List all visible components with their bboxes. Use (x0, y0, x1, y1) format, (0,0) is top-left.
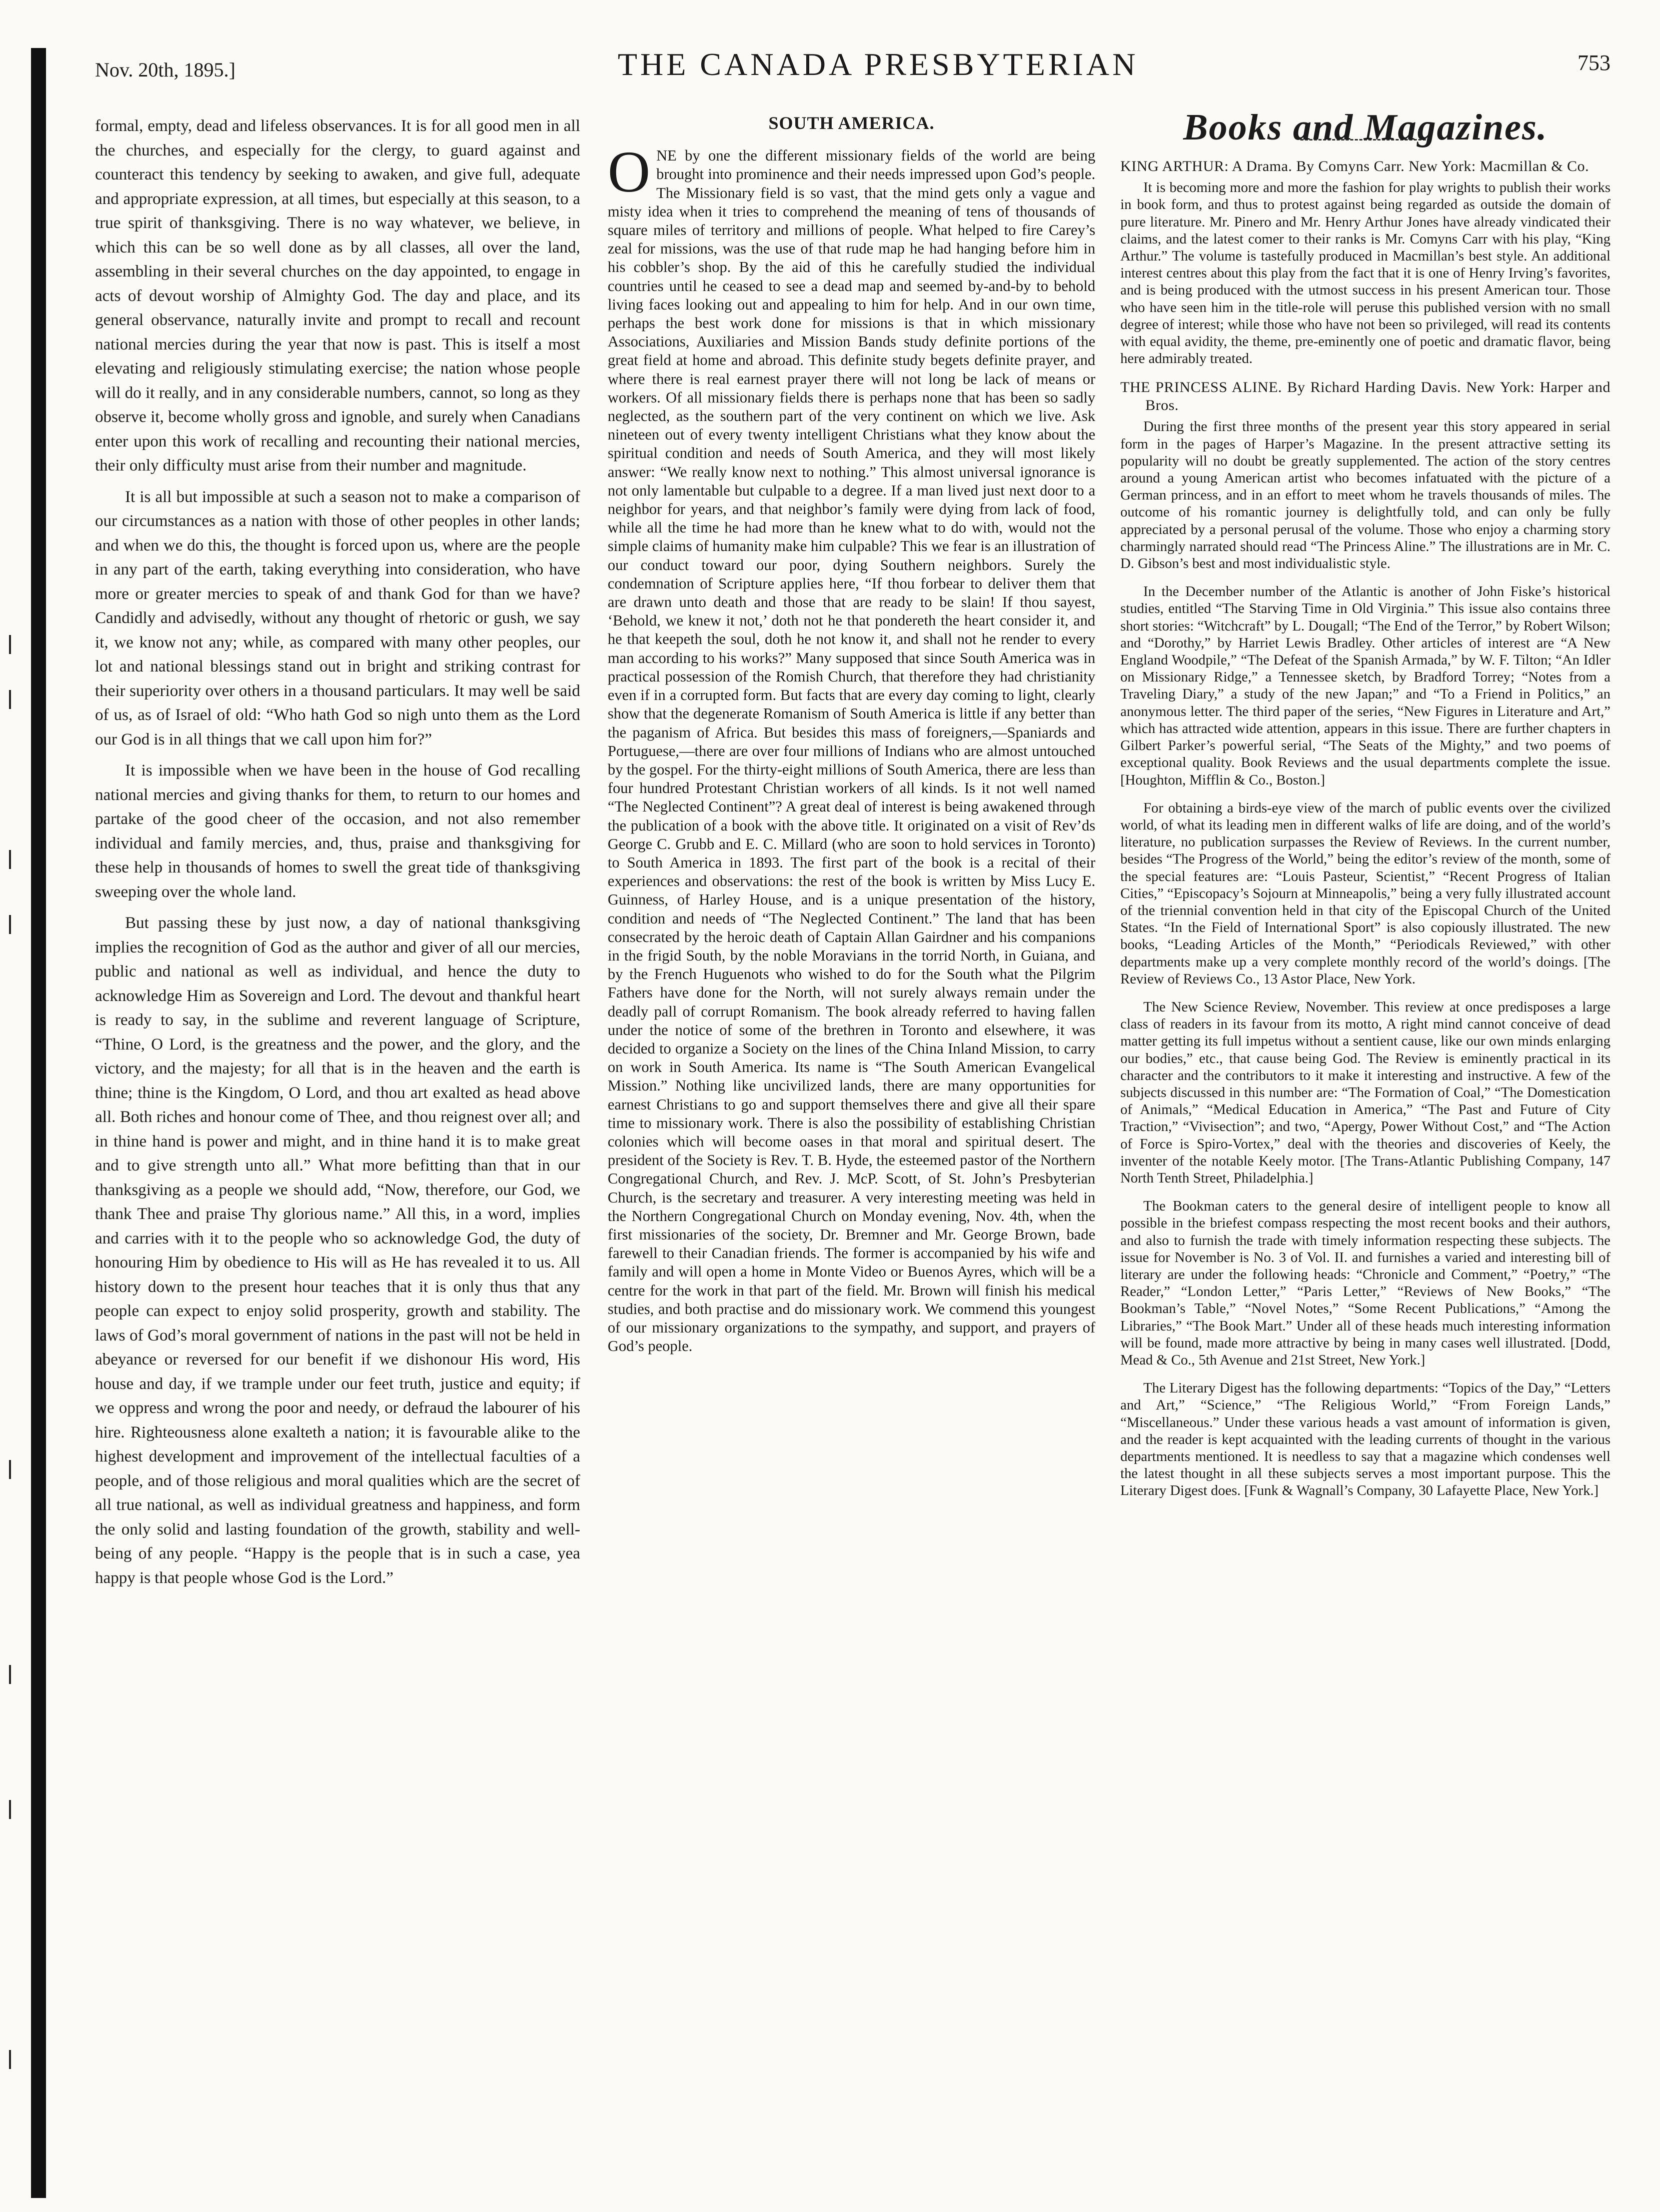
margin-mark (9, 690, 11, 709)
books-and-magazines-column (1120, 114, 1610, 2174)
margin-mark (9, 635, 11, 654)
margin-mark (9, 1460, 11, 1479)
paragraph (608, 139, 1095, 1356)
article-heading: SOUTH AMERICA. (768, 114, 935, 133)
margin-mark (9, 1665, 11, 1684)
review-body: It is becoming more and more the fashion for play wrights to publish their works in book form, and thus to protest against being regarded as outside the domain of pure literature. Mr. Pinero and Mr. Henry Arthur Jones have already vindicated their claims, and the latest comer to their ranks is Mr. Comyns Carr with his play, “King Arthur.” The volume is tastefully produced in Macmillan’s best style. An additional interest centres about this play from the fact that it is one of Henry Irving’s favorites, and is being produced with the utmost success in his present American tour. Those who have seen him in the title-role will peruse this published version with no small degree of interest; while those who have not been so privileged, will read its contents with equal avidity, the theme, pre-eminently one of poetic and dramatic flavor, being here admirably treated. (1120, 180, 1610, 367)
magazine-notice: For obtaining a birds-eye view of the march of public events over the civilized world, of what its leading men in different walks of life are doing, and of the world’s literature, no publication surpasses the Review of Reviews. In the current number, besides “The Progress of the World,” being the editor’s review of the month, some of the special features are: “Louis Pasteur, Scientist,” “Recent Progress of Italian Cities,” “Episcopacy’s Sojourn at Minneapolis,” being a very fully illustrated account of the triennial convention held in that city of the Episcopal Church of the United States. “In the Field of International Sport” is also copiously illustrated. The new books, “Leading Articles of the Month,” “Periodicals Reviewed,” with other departments make up a very complete monthly record of the world’s doings. [The Review of Reviews Co., 13 Astor Place, New York. (1120, 800, 1610, 987)
magazine-notice: The New Science Review, November. This review at once predisposes a large class of readers in its favour from its motto, A right mind cannot conceive of dead matter getting its full impetus without a sentient cause, like our own minds enlarging our bodies,” etc., that cause being God. The Review is eminently practical in its character and the contributors to it make it interesting and instructive. A few of the subjects discussed in this number are: “The Formation of Coal,” “The Domestication of Animals,” “Medical Education in America,” “The Past and Future of City Traction,” “Vivisection”; and two, “Apergy, Power Without Cost,” and “The Action of Force is Spiro-Vortex,” deal with the theories and discoveries of Keely, the inventer of the notable Keely motor. [The Trans-Atlantic Publishing Company, 147 North Tenth Street, Philadelphia.] (1120, 999, 1610, 1186)
page-number: 753 (1577, 50, 1610, 75)
publication-title: THE CANADA PRESBYTERIAN (618, 46, 1139, 82)
page-header (95, 46, 1610, 101)
review-title: THE PRINCESS ALINE. By Richard Harding Davis. New York: Harper and Bros. (1120, 379, 1610, 414)
margin-mark (9, 2050, 11, 2069)
margin-mark (9, 850, 11, 869)
review-title: KING ARTHUR: A Drama. By Comyns Carr. New York: Macmillan & Co. (1120, 158, 1589, 175)
review-body: During the first three months of the present year this story appeared in serial form in the pages of Harper’s Magazine. In the present attractive setting its popularity will no doubt be greatly supplemented. The action of the story centres around a young American artist who becomes infatuated with the picture of a German princess, and in an effort to meet whom he travels thousands of miles. The outcome of his romantic journey is delightfully told, and can only be fully appreciated by a personal perusal of the volume. Those who enjoy a charming story charmingly narrated should read “The Princess Aline.” The illustrations are in Mr. C. D. Gibson’s best and most individualistic style. (1120, 419, 1610, 572)
issue-date: Nov. 20th, 1895.] (95, 58, 236, 81)
binding-edge (31, 48, 46, 2198)
magazine-notice: In the December number of the Atlantic is another of John Fiske’s historical studies, entitled “The Starving Time in Old Virginia.” This issue also contains three short stories: “Witchcraft” by L. Dougall; “The End of the Terror,” by Robert Wilson; and “Dorothy,” by Harriet Lewis Bradley. Other articles of interest are “A New England Woodpile,” “The Defeat of the Spanish Armada,” by W. F. Tilton; “An Idler on Missionary Ridge,” a Tennessee sketch, by Bradford Torrey; “Notes from a Traveling Diary,” a study of the new Japan;” and “To a Friend in Politics,” an anonymous letter. The third paper of the series, “New Figures in Literature and Art,” which has attracted wide attention, appears in this issue. There are further chapters in Gilbert Parker’s powerful serial, “The Seats of the Mighty,” and two poems of exceptional quality. Book Reviews and the usual departments complete the issue. [Houghton, Mifflin & Co., Boston.] (1120, 584, 1610, 788)
editorial-column (95, 114, 580, 2174)
section-heading: Books and Magazines. (1183, 114, 1548, 148)
magazine-notice: The Bookman caters to the general desire of intelligent people to know all possible in the briefest compass respecting the most recent books and their authors, and also to furnish the trade with timely information respecting these subjects. The issue for November is No. 3 of Vol. II. and furnishes a varied and interesting bill of literary are under the following heads: “Chronicle and Comment,” “Poetry,” “The Reader,” “London Letter,” “Paris Letter,” “Reviews of New Books,” “The Bookman’s Table,” “Novel Notes,” “Some Recent Publications,” “Among the Libraries,” “The Book Mart.” Under all of these heads much interesting information will be found, made more attractive by being in many cases well illustrated. [Dodd, Mead & Co., 5th Avenue and 21st Street, New York.] (1120, 1198, 1610, 1368)
margin-mark (9, 1800, 11, 1819)
paragraph: It is impossible when we have been in the house of God recalling national mercies and giving thanks for them, to return to our homes and partake of the good cheer of the occasion, and not also remember individual and family mercies, and, thus, praise and thanksgiving for these help in thousands of homes to swell the great tide of thanksgiving sweeping over the whole land. (95, 762, 580, 901)
paragraph: It is all but impossible at such a season not to make a comparison of our circumstances as a nation with those of other peoples in other lands; and when we do this, the thought is forced upon us, where are the people in any part of the earth, taking everything into consideration, who have more or greater mercies to speak of and thank God for than we have? Candidly and advisedly, without any thought of rhetoric or gush, we say it, we know not any; while, as compared with many other peoples, our lot and national blessings stand out in bright and striking contrast for their superiority over others in a thousand particulars. It may well be said of us, as of Israel of old: “Who hath God so nigh unto them as the Lord our God is in all things that we call upon him for?” (95, 488, 580, 748)
paragraph: But passing these by just now, a day of national thanksgiving implies the recognition of God as the author and giver of all our mercies, public and national as well as individual, and hence the duty to acknowledge Him as Sovereign and Lord. The devout and thankful heart is ready to say, in the sublime and reverent language of Scripture, “Thine, O Lord, is the greatness and the power, and the glory, and the victory, and the majesty; for all that is in the heaven and the earth is thine; thine is the Kingdom, O Lord, and thou art exalted as head above all. Both riches and honour come of Thee, and thou reignest over all; and in thine hand is power and might, and in thine hand it is to make great and to give strength unto all.” What more befitting than that in our thanksgiving as a people we should add, “Now, therefore, our God, we thank Thee and praise Thy glorious name.” All this, in a word, implies and carries with it to the people who so acknowledge God, the duty of honouring Him by obedience to His will as He has revealed it to us. All history down to the present hour teaches that it is only thus that any people can expect to enjoy solid prosperity, growth and stability. The laws of God’s moral government of nations in the past will not be held in abeyance or reversed for our benefit if we dishonour His word, His house and day, if we trample under our feet truth, justice and equity; if we oppress and wrong the poor and needy, or defraud the labourer of his hire. Righteousness alone exalteth a nation; it is favourable alike to the highest development and improvement of the intellectual faculties of a people, and of those religious and moral qualities which are the secret of all true national, as well as individual greatness and happiness, and form the only solid and lasting foundation of the growth, stability and well-being of any people. “Happy is the people that is in such a case, yea happy is that people whose God is the Lord.” (95, 914, 580, 1587)
magazine-notice: The Literary Digest has the following departments: “Topics of the Day,” “Letters and Art,” “Science,” “The Religious World,” “From Foreign Lands,” “Miscellaneous.” Under these various heads a vast amount of information is given, and the reader is kept acquainted with the leading currents of thought in the various departments mentioned. It is needless to say that a magazine which condenses well the latest thought in all these subjects serves a most important purpose. This the Literary Digest does. [Funk & Wagnall’s Company, 30 Lafayette Place, New York.] (1120, 1380, 1610, 1499)
paragraph-text: NE by one the different missionary fields of the world are being brought into prominence and their needs impressed upon God’s people. The Missionary field is so vast, that the mind gets only a vague and misty idea when it tries to comprehend the meaning of tens of thousands of square miles of territory and millions of people. What helped to fire Carey’s zeal for missions, was the use of that rude map he had hanging before him in his cobbler’s shop. By the aid of this he carefully studied the individual countries until he ceased to see a dead map and seemed by-and-by to behold living faces looking out and appealing to him for help. And in our own time, perhaps the best work done for missions is that in which missionary Associations, Auxiliaries and Mission Bands study definite portions of the great field at home and abroad. This definite study begets definite prayer, and where there is real earnest prayer there will not long be lack of means or workers. Of all missionary fields there is perhaps none that has been so sadly neglected, as the southern part of the very continent on which we live. Ask nineteen out of every twenty intelligent Christians what they know about the spiritual condition and needs of South America, and they will most likely answer: “We really know next to nothing.” This almost universal ignorance is not only lamentable but culpable to a degree. If a man lived just next door to a neighbor for years, and that neighbor’s family were dying from lack of food, while all the time he had more than he knew what to do with, would not the simple claims of humanity make him culpable? This we fear is an illustration of our conduct toward our poor, dying Southern neighbors. Surely the condemnation of Scripture applies here, “If thou forbear to deliver them that are drawn unto death and those that are ready to be slain! If thou sayest, ‘Behold, we knew it not,’ doth not he that pondereth the heart consider it, and he that keepeth the soul, doth he not know it, and shall not he render to every man according to his works?” Many supposed that since South America was in practical possession of the Romish Church, that therefore they had christianity even if in a corrupted form. But facts that are every day coming to light, clearly show that the degenerate Romanism of South America is little if any better than the paganism of Africa. But besides this mass of foreigners,—Spaniards and Portuguese,—there are over four millions of Indians who are almost untouched by the gospel. For the thirty-eight millions of South America, there are less than four hundred Protestant Christian workers of all kinds. Is it not well named “The Neglected Continent”? A great deal of interest is being awakened through the publication of a book with the above title. It originated on a visit of Rev’ds George C. Grubb and E. C. Millard (who are soon to hold services in Toronto) to South America in 1893. The first part of the book is a recital of their experiences and observations: the rest of the book is written by Miss Lucy E. Guinness, of Harley House, and is a unique presentation of the history, condition and needs of “The Neglected Continent.” The land that has been consecrated by the heroic death of Captain Allan Gairdner and his companions in the frigid South, by the noble Moravians in the torrid North, in Guiana, and by the French Huguenots who wished to do for the South what the Pilgrim Fathers have done for the North, will not surely always remain under the deadly pall of corrupt Romanism. The book already referred to having fallen under the notice of some of the brethren in Toronto and elsewhere, it was decided to organize a Society on the lines of the China Inland Mission, to carry on work in South America. Its name is “The South American Evangelical Mission.” Nothing like uncivilized lands, there are many opportunities for earnest Christians to go and support themselves there and give all their spare time to missionary work. There is also the possibility of establishing Christian colonies which will become oases in that moral and spiritual desert. The president of the Society is Rev. T. B. Hyde, the esteemed pastor of the Northern Congregational Church, and Rev. J. McP. Scott, of St. John’s Presbyterian Church, is the secretary and treasurer. A very interesting meeting was held in the Northern Congregational Church on Monday evening, Nov. 4th, when the first missionaries of the society, Dr. Bremner and Mr. George Brown, bade farewell to their Canadian friends. The former is accompanied by his wife and family and will open a home in Monte Video or Buenos Ayres, which will be a centre for the work in that part of the field. Mr. Brown will finish his medical studies, and both practise and do missionary work. We commend this youngest of our missionary organizations to the sympathy, and support, and prayers of God’s people. (608, 147, 1095, 1355)
margin-mark (9, 915, 11, 934)
drop-cap: O (608, 139, 651, 205)
south-america-article (608, 114, 1095, 2174)
paragraph: formal, empty, dead and lifeless observances. It is for all good men in all the churches, and especially for the clergy, to guard against and counteract this tendency by seeking to awaken, and give full, adequate and appropriate expression, at all times, but especially at this season, to a true spirit of thanksgiving. There is no way whatever, we believe, in which this can be so well done as by all classes, all over the land, assembling in their several churches on the day appointed, to engage in acts of devout worship of Almighty God. The day and place, and its general observance, naturally invite and prompt to recall and recount national mercies during the year that now is past. This is itself a most elevating and religiously stimulating exercise; the nation whose people will do it really, and in any considerable numbers, cannot, so long as they observe it, become wholly gross and ignoble, and surely when Canadians enter upon this work of recalling and recounting their national mercies, their only difficulty must arise from their number and magnitude. (95, 117, 580, 474)
